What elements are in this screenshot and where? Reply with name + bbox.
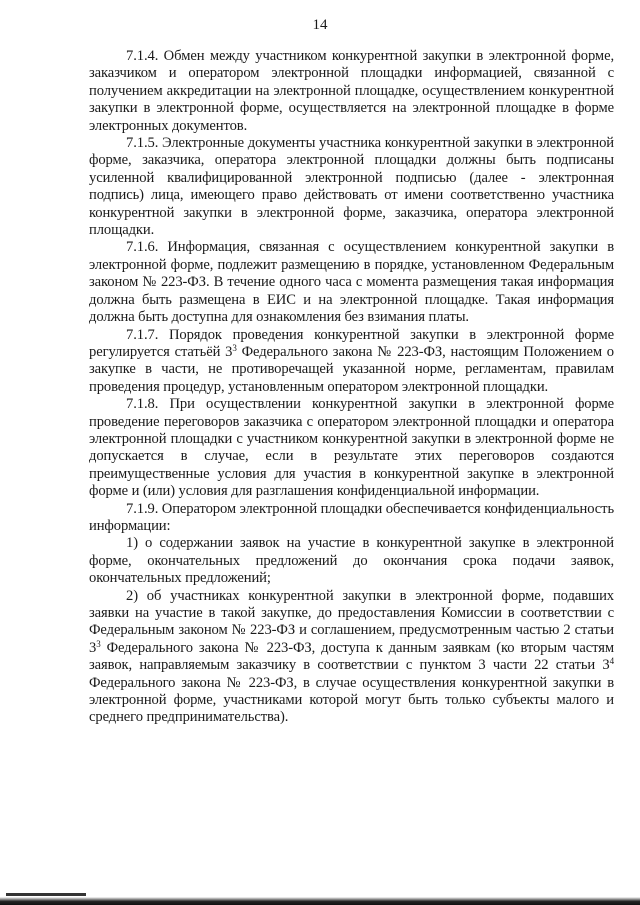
- paragraph-text: 2) об участниках конкурентной закупки в электронной форме, подавших заявки на участие в такой закупке, до предоставления Комиссии в соответствии с Федеральным законом № 223-ФЗ и соглашением, предусмотренным частью 2 статьи 3: [89, 587, 614, 656]
- paragraph-7-1-6: 7.1.6. Информация, связанная с осуществлением конкурентной закупки в электронной форме, подлежит размещению в порядке, установленном Федеральным законом № 223-ФЗ. В течение одного часа с момента размещения такая информация должна быть размещена в ЕИС и на электронной площадке. Такая информация должна быть доступна для ознакомления без взимания платы.: [89, 239, 614, 326]
- paragraph-7-1-8: 7.1.8. При осуществлении конкурентной закупки в электронной форме проведение переговоров заказчика с оператором электронной площадки и оператора электронной площадки с участником конкурентной закупки в электронной форме не допускается в случае, если в результате этих переговоров создаются преимущественные условия для участия в конкурентной закупке в электронной форме и (или) условия для разглашения конфиденциальной информации.: [89, 396, 614, 500]
- scan-edge: [0, 897, 640, 905]
- paragraph-text: Федерального закона № 223-ФЗ, в случае осуществления конкурентной закупки в электронной форме, участниками которой могут быть только субъекты малого и среднего предпринимательства).: [89, 674, 614, 726]
- list-item-2: [89, 588, 614, 727]
- paragraph-text: Федерального закона № 223-ФЗ, настоящим Положением о закупке в части, не противоречащей указанной норме, регламентам, правилам проведения процедур, установленным оператором электронной площадки.: [89, 343, 614, 395]
- paragraph-7-1-9: 7.1.9. Оператором электронной площадки обеспечивается конфиденциальность информации:: [89, 500, 614, 534]
- document-body: [89, 48, 614, 727]
- paragraph-7-1-5: 7.1.5. Электронные документы участника конкурентной закупки в электронной форме, заказчика, оператора электронной площадки должны быть подписаны усиленной квалифицированной электронной подписью (далее - электронная подпись) лица, имеющего право действовать от имени соответственно участника конкурентной закупки в электронной форме, заказчика, оператора электронной площадки.: [89, 135, 614, 239]
- article-superscript: 3: [96, 638, 101, 649]
- paragraph-text: Федерального закона № 223-ФЗ, доступа к данным заявкам (ко вторым частям заявок, направляемым заказчику в соответствии с пунктом 3 части 22 статьи 3: [89, 639, 614, 674]
- paragraph-7-1-7: [89, 327, 614, 397]
- paragraph-text: 7.1.7. Порядок проведения конкурентной закупки в электронной форме регулируется статьёй 3: [89, 326, 614, 360]
- article-superscript: 4: [609, 656, 614, 667]
- scan-artifact: [6, 893, 86, 896]
- article-superscript: 3: [232, 342, 237, 353]
- page-number: 14: [312, 17, 328, 33]
- list-item-1: 1) о содержании заявок на участие в конкурентной закупке в электронной форме, окончательных предложений до окончания срока подачи заявок, окончательных предложений;: [89, 535, 614, 587]
- paragraph-7-1-4: 7.1.4. Обмен между участником конкурентной закупки в электронной форме, заказчиком и оператором электронной площадки информацией, связанной с получением аккредитации на электронной площадке, осуществлением конкурентной закупки в электронной форме, осуществляется на электронной площадке в форме электронных документов.: [89, 48, 614, 134]
